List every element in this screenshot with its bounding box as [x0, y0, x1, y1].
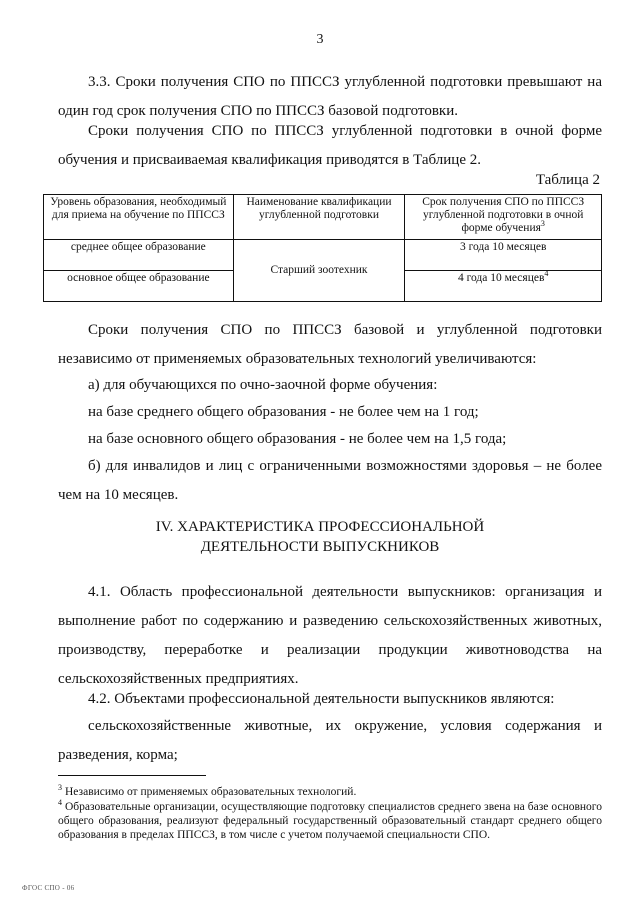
- table-header-education-level: Уровень образования, необходимый для приема на обучение по ППССЗ: [44, 195, 234, 240]
- footnote-divider: [58, 775, 206, 776]
- footnote-mark: 4: [58, 798, 62, 807]
- table-cell-term-text: 4 года 10 месяцев: [457, 272, 545, 284]
- paragraph-3-3: 3.3. Сроки получения СПО по ППССЗ углубленной подготовки превышают на один год срок получения СПО по ППССЗ базовой подготовки.: [58, 74, 602, 119]
- section-heading: [0, 517, 640, 557]
- table-header-row: [44, 195, 602, 240]
- footnote-text: Независимо от применяемых образовательных технологий.: [65, 785, 357, 798]
- footnote-mark: 3: [58, 783, 62, 792]
- section-heading-line1: IV. ХАРАКТЕРИСТИКА ПРОФЕССИОНАЛЬНОЙ: [155, 519, 485, 535]
- table-header-term: [405, 195, 602, 240]
- table-cell-level: основное общее образование: [44, 271, 234, 302]
- footnote-4: [58, 796, 602, 842]
- table-cell-term-text: 3 года 10 месяцев: [459, 241, 547, 253]
- list-item-a1: на базе среднего общего образования - не более чем на 1 год;: [88, 404, 479, 420]
- terms-table: [43, 194, 602, 302]
- table-header-qualification: Наименование квалификации углубленной подготовки: [233, 195, 405, 240]
- paragraph-4-2: 4.2. Объектами профессиональной деятельности выпускников являются:: [88, 691, 555, 707]
- list-item-a: а) для обучающихся по очно-заочной форме обучения:: [88, 377, 438, 393]
- paragraph-terms: Сроки получения СПО по ППССЗ углубленной подготовки в очной форме обучения и присваиваемая квалификация приводятся в Таблице 2.: [58, 123, 602, 168]
- footnote-text: Образовательные организации, осуществляющие подготовку специалистов среднего звена на базе основного общего образования, реализуют федеральный государственный образовательный стандарт среднего общего образования в пределах ППССЗ, в том числе с учетом получаемой специальности СПО.: [58, 800, 602, 841]
- table-cell-qualification: Старший зоотехник: [233, 240, 405, 302]
- table-cell-term: [405, 271, 602, 302]
- paragraph-4-1: 4.1. Область профессиональной деятельности выпускников: организация и выполнение работ по содержанию и разведению сельскохозяйственных животных, производству, переработке и реализации продукции животноводства на сельскохозяйственных предприятиях.: [58, 584, 602, 687]
- list-item-a2: на базе основного общего образования - не более чем на 1,5 года;: [88, 431, 507, 447]
- table-caption: Таблица 2: [535, 172, 600, 188]
- footnote-ref-3: 3: [540, 219, 545, 229]
- table-row: [44, 240, 602, 271]
- paragraph-increase: Сроки получения СПО по ППССЗ базовой и углубленной подготовки независимо от применяемых образовательных технологий увеличиваются:: [58, 322, 602, 367]
- table-cell-level: среднее общее образование: [44, 240, 234, 271]
- section-heading-line2: ДЕЯТЕЛЬНОСТИ ВЫПУСКНИКОВ: [200, 539, 440, 555]
- page-number: 3: [316, 32, 324, 47]
- table-cell-term: [405, 240, 602, 271]
- list-item-b: б) для инвалидов и лиц с ограниченными возможностями здоровья – не более чем на 10 месяцев.: [58, 458, 602, 503]
- footnote-ref-4: 4: [544, 269, 549, 279]
- table-header-term-text: Срок получения СПО по ППССЗ углубленной подготовки в очной форме обучения: [422, 196, 585, 234]
- document-footer-code: ФГОС СПО - 06: [22, 884, 75, 892]
- paragraph-objects: сельскохозяйственные животные, их окружение, условия содержания и разведения, корма;: [58, 718, 602, 763]
